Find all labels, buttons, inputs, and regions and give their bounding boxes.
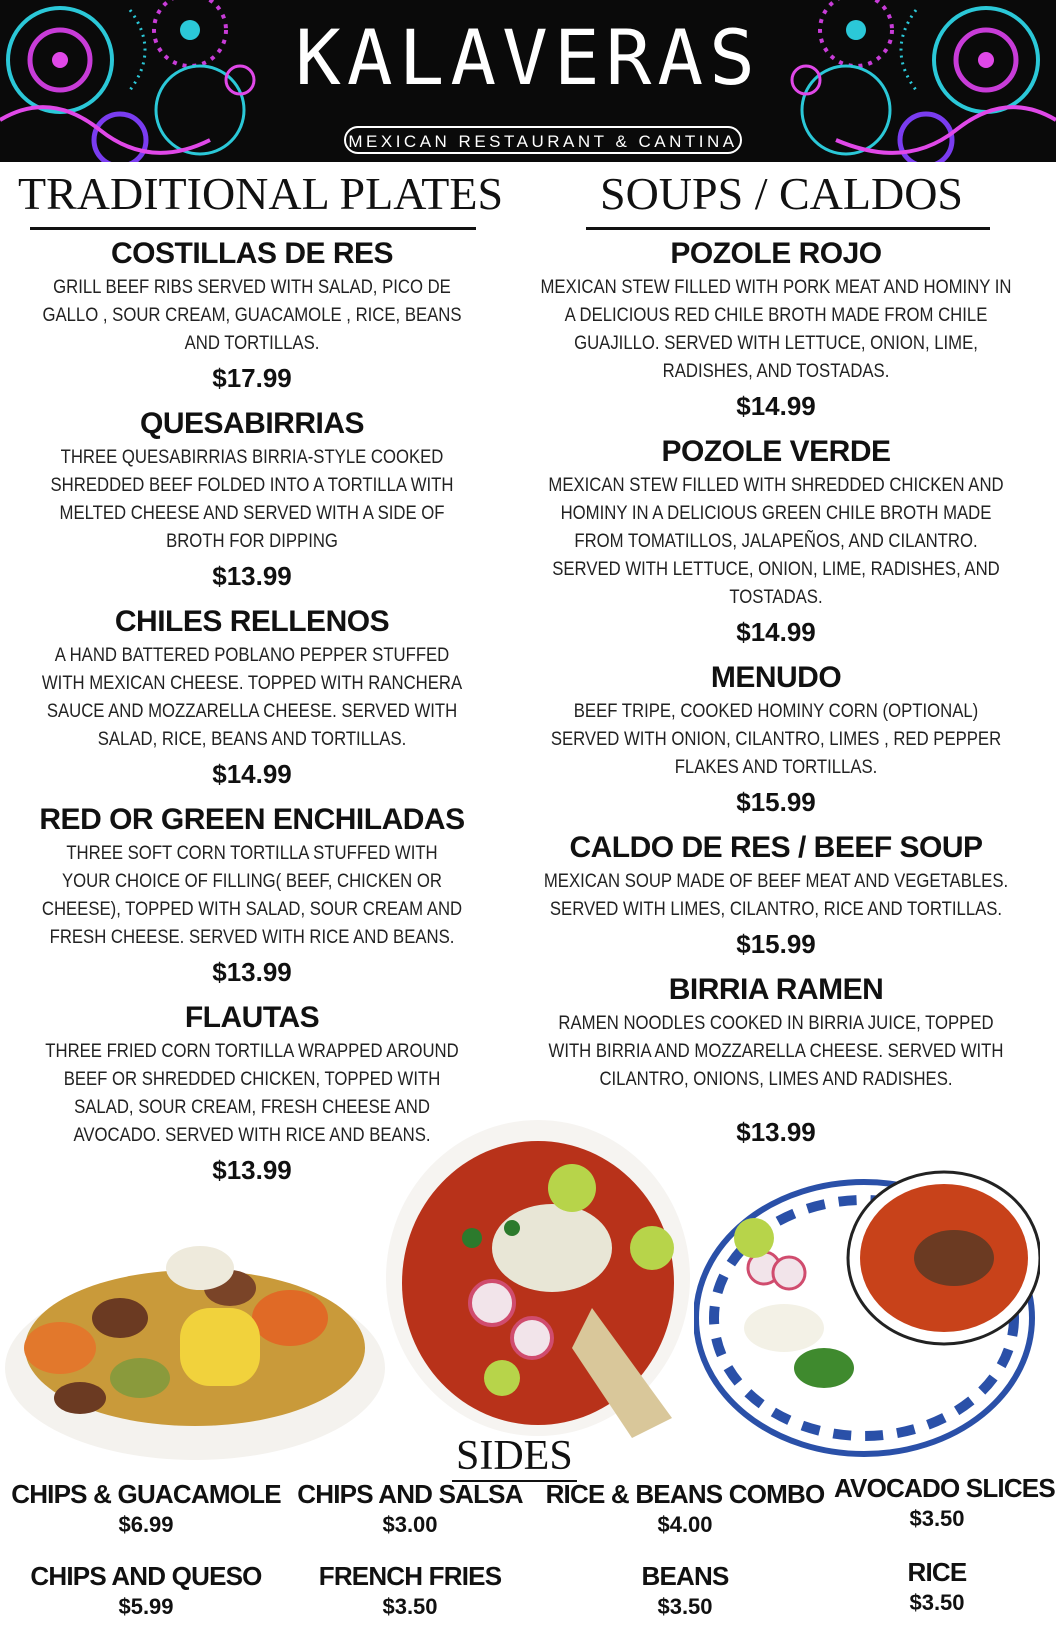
menu-item-price: $15.99 [736, 787, 816, 817]
menu-item-price: $14.99 [212, 759, 292, 789]
side-item [540, 1560, 830, 1622]
menu-item-description: MEXICAN STEW FILLED WITH SHREDDED CHICKEN AND HOMINY IN A DELICIOUS GREEN CHILE BROTH MADE FROM TOMATILLOS, JALAPEÑOS, AND CILANTRO. SERVED WITH LETTUCE, ONION, LIME, RADISHES, AND TOSTADAS. [548, 475, 1004, 608]
menu-item [12, 602, 492, 792]
birria-ramen-photo [694, 1158, 1040, 1458]
side-item-name: FRENCH FRIES [318, 1561, 502, 1591]
side-item [290, 1560, 530, 1622]
menu-item-description: MEXICAN SOUP MADE OF BEEF MEAT AND VEGETABLES. SERVED WITH LIMES, CILANTRO, RICE AND TORTILLAS. [543, 871, 1009, 920]
food-photos [0, 1118, 1056, 1458]
menu-item-description: A HAND BATTERED POBLANO PEPPER STUFFED WITH MEXICAN CHEESE. TOPPED WITH RANCHERA SAUCE AND MOZZARELLA CHEESE. SERVED WITH SALAD, RICE, BEANS AND TORTILLAS. [41, 645, 463, 750]
side-item-name: CHIPS AND QUESO [30, 1561, 262, 1591]
menu-item-price: $15.99 [736, 929, 816, 959]
menu-item-price: $17.99 [212, 363, 292, 393]
side-item [540, 1478, 830, 1540]
menu-item-description: GRILL BEEF RIBS SERVED WITH SALAD, PICO DE GALLO , SOUR CREAM, GUACAMOLE , RICE, BEANS AND TORTILLAS. [42, 277, 462, 354]
side-item-price: $3.00 [382, 1512, 438, 1537]
side-item-name: AVOCADO SLICES [834, 1473, 1055, 1503]
menu-item-name: COSTILLAS DE RES [110, 237, 394, 270]
menu-item [12, 404, 492, 594]
soups-list [508, 234, 1044, 1150]
menu-item [508, 658, 1044, 820]
side-item [834, 1472, 1055, 1534]
traditional-plates-title: TRADITIONAL PLATES [18, 168, 504, 219]
side-item-price: $3.50 [909, 1590, 965, 1615]
menu-item-name: POZOLE VERDE [661, 435, 891, 468]
side-item [834, 1556, 1040, 1618]
menu-item [508, 234, 1044, 424]
menu-item-price: $13.99 [212, 561, 292, 591]
menu-item [12, 800, 492, 990]
menu-item [508, 432, 1044, 650]
side-item-name: BEANS [641, 1561, 729, 1591]
menu-item-name: MENUDO [710, 661, 842, 694]
traditional-plates-list [12, 234, 492, 1188]
menu-item-name: FLAUTAS [184, 1001, 320, 1034]
side-item-name: CHIPS & GUACAMOLE [11, 1479, 281, 1509]
menu-item-name: QUESABIRRIAS [139, 407, 365, 440]
side-item-price: $5.99 [118, 1594, 174, 1619]
side-item-price: $3.50 [909, 1506, 965, 1531]
menu-item [12, 234, 492, 396]
menu-item-name: POZOLE ROJO [670, 237, 882, 270]
menu-item-description: RAMEN NOODLES COOKED IN BIRRIA JUICE, TOPPED WITH BIRRIA AND MOZZARELLA CHEESE. SERVED WITH CILANTRO, ONIONS, LIMES AND RADISHES. [548, 1013, 1004, 1090]
menu-item-price: $14.99 [736, 391, 816, 421]
menu-item-price: $13.99 [212, 1155, 292, 1185]
menu-item-description: THREE FRIED CORN TORTILLA WRAPPED AROUND BEEF OR SHREDDED CHICKEN, TOPPED WITH SALAD, SOUR CREAM, FRESH CHEESE AND AVOCADO. SERVED WITH RICE AND BEANS. [45, 1041, 459, 1146]
side-item-name: CHIPS AND SALSA [297, 1479, 523, 1509]
menu-item-price: $13.99 [736, 1117, 816, 1147]
side-item-price: $3.50 [382, 1594, 438, 1619]
side-item-name: RICE & BEANS COMBO [545, 1479, 825, 1509]
traditional-plates-rule [30, 227, 476, 230]
side-item [6, 1560, 286, 1622]
restaurant-tagline: MEXICAN RESTAURANT & CANTINA [344, 126, 742, 154]
caldo-de-res-photo [0, 1228, 390, 1468]
side-item-price: $3.50 [657, 1594, 713, 1619]
menu-item-price: $14.99 [736, 617, 816, 647]
pozole-rojo-photo [382, 1118, 694, 1458]
menu-item-description: THREE SOFT CORN TORTILLA STUFFED WITH YOUR CHOICE OF FILLING( BEEF, CHICKEN OR CHEESE), TOPPED WITH SALAD, SOUR CREAM AND FRESH CHEESE. SERVED WITH RICE AND BEANS. [41, 843, 463, 948]
menu-item-name: CHILES RELLENOS [114, 605, 390, 638]
menu-item-description: MEXICAN STEW FILLED WITH PORK MEAT AND HOMINY IN A DELICIOUS RED CHILE BROTH MADE FROM CHILE GUAJILLO. SERVED WITH LETTUCE, ONION, LIME, RADISHES, AND TOSTADAS. [540, 277, 1012, 382]
sides-title: SIDES [452, 1432, 577, 1482]
menu-item-name: CALDO DE RES / BEEF SOUP [569, 831, 983, 864]
side-item-name: RICE [907, 1557, 967, 1587]
menu-item-price: $13.99 [212, 957, 292, 987]
menu-item-description: THREE QUESABIRRIAS BIRRIA-STYLE COOKED SHREDDED BEEF FOLDED INTO A TORTILLA WITH MELTED CHEESE AND SERVED WITH A SIDE OF BROTH FOR DIPPING [50, 447, 454, 552]
side-item [6, 1478, 286, 1540]
restaurant-header [0, 0, 1056, 162]
soups-title: SOUPS / CALDOS [600, 168, 963, 219]
soups-rule [586, 227, 990, 230]
side-item-price: $4.00 [657, 1512, 713, 1537]
menu-item [508, 828, 1044, 962]
menu-item-name: BIRRIA RAMEN [668, 973, 884, 1006]
menu-item-name: RED OR GREEN ENCHILADAS [39, 803, 465, 836]
side-item-price: $6.99 [118, 1512, 174, 1537]
menu-item-description: BEEF TRIPE, COOKED HOMINY CORN (OPTIONAL) SERVED WITH ONION, CILANTRO, LIMES , RED PEPPER FLAKES AND TORTILLAS. [550, 701, 1002, 778]
side-item [290, 1478, 530, 1540]
restaurant-logo: KALAVERAS [295, 13, 761, 102]
